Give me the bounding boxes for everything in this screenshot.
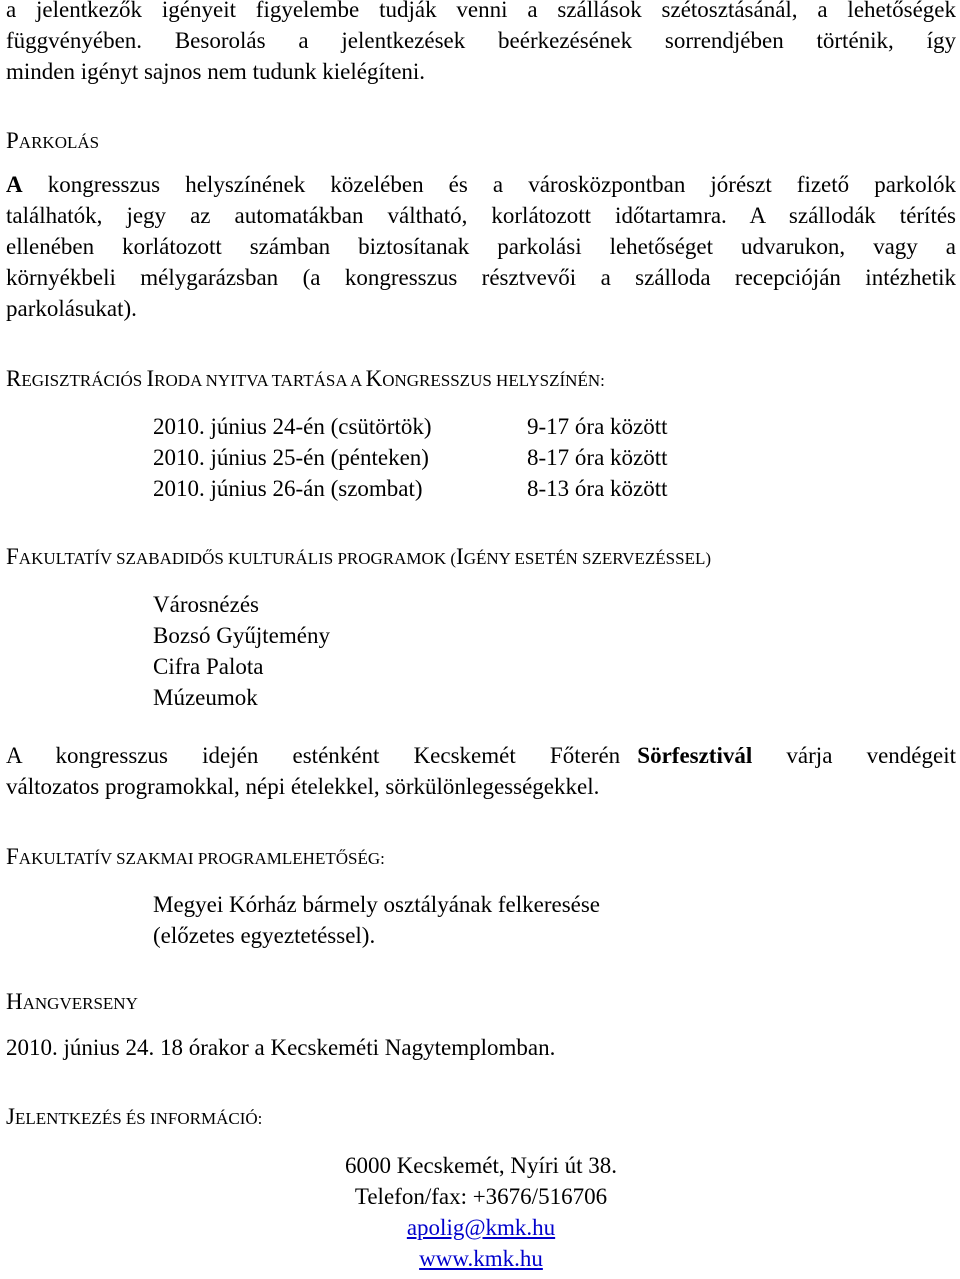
parking-heading — [6, 125, 99, 158]
contact-email-link[interactable]: apolig@kmk.hu — [406, 1215, 556, 1240]
beer-text: A kongresszus idején esténként Kecskemét Főterén — [6, 743, 638, 768]
parking-line-1-text: kongresszus helyszínének közelében és a városközpontban jórészt fizető parkolók — [22, 172, 956, 197]
list-item: Bozsó Gyűjtemény — [153, 623, 330, 648]
beer-festival-name: Sörfesztivál — [637, 743, 753, 768]
parking-line-4: környékbeli mélygarázsban (a kongresszus résztvevői a szálloda recepcióján intézhetik — [6, 265, 956, 290]
heading-cap: P — [6, 128, 19, 153]
contact-phone: Telefon/fax: +3676/516706 — [354, 1184, 608, 1209]
parking-line-5: parkolásukat). — [6, 296, 137, 321]
hours-time: 8-13 óra között — [527, 476, 668, 501]
heading-rest: GÉNY ESETÉN SZERVEZÉSSEL) — [463, 549, 712, 568]
heading-rest: AKULTATÍV SZAKMAI PROGRAMLEHETŐSÉG: — [18, 849, 385, 868]
hours-date: 2010. június 26-án (szombat) — [153, 476, 423, 501]
hours-time: 8-17 óra között — [527, 445, 668, 470]
cultural-heading — [6, 541, 711, 574]
heading-cap: K — [365, 366, 383, 391]
heading-rest: AKULTATÍV SZABADIDŐS KULTURÁLIS PROGRAMOK ( — [18, 549, 457, 568]
contact-web-link[interactable]: www.kmk.hu — [419, 1246, 543, 1271]
heading-cap: I — [146, 366, 155, 391]
heading-rest: RODA NYITVA TARTÁSA A — [154, 371, 366, 390]
contact-email-wrap — [256, 1212, 706, 1243]
beer-festival-line-1 — [6, 743, 956, 769]
beer-festival-line-2: változatos programokkal, népi ételekkel, sörkülönlegességekkel. — [6, 774, 600, 799]
parking-lead: A — [6, 172, 23, 197]
heading-rest: ELENTKEZÉS ÉS INFORMÁCIÓ: — [14, 1109, 263, 1128]
heading-rest: EGISZTRÁCIÓS — [21, 371, 147, 390]
contact-address: 6000 Kecskemét, Nyíri út 38. — [344, 1153, 618, 1178]
heading-cap: H — [6, 989, 23, 1014]
registration-heading — [6, 363, 605, 396]
list-item: Városnézés — [153, 592, 260, 617]
contact-heading — [6, 1101, 262, 1134]
professional-line-2: (előzetes egyeztetéssel). — [153, 923, 376, 948]
hours-row — [153, 411, 853, 442]
parking-line-3: ellenében korlátozott számban biztosítanak parkolási lehetőséget udvarukon, vagy a — [6, 234, 956, 259]
hours-row — [153, 473, 853, 504]
concert-heading — [6, 986, 138, 1019]
parking-line-2: találhatók, jegy az automatákban váltható, korlátozott időtartamra. A szállodák térítés — [6, 203, 956, 228]
parking-line-1 — [6, 172, 956, 198]
concert-text: 2010. június 24. 18 órakor a Kecskeméti Nagytemplomban. — [6, 1035, 556, 1060]
heading-rest: ARKOLÁS — [18, 133, 100, 152]
heading-cap: J — [6, 1104, 15, 1129]
heading-cap: F — [6, 844, 19, 869]
heading-rest: ONGRESSZUS HELYSZÍNÉN: — [382, 371, 605, 390]
hours-row — [153, 442, 853, 473]
intro-line-3: minden igényt sajnos nem tudunk kielégíteni. — [6, 59, 426, 84]
heading-cap: F — [6, 544, 19, 569]
intro-line-2: függvényében. Besorolás a jelentkezések beérkezésének sorrendjében történik, így — [6, 28, 956, 53]
professional-heading — [6, 841, 385, 874]
hours-date: 2010. június 24-én (csütörtök) — [153, 414, 432, 439]
list-item: Cifra Palota — [153, 654, 264, 679]
heading-cap: I — [456, 544, 464, 569]
professional-line-1: Megyei Kórház bármely osztályának felkeresése — [153, 892, 601, 917]
heading-cap: R — [6, 366, 22, 391]
intro-line-1: a jelentkezők igényeit figyelembe tudják venni a szállások szétosztásánál, a lehetőségek — [6, 0, 956, 22]
heading-rest: ANGVERSENY — [22, 994, 138, 1013]
beer-text: várja vendégeit — [752, 743, 956, 768]
contact-web-wrap — [256, 1243, 706, 1274]
list-item: Múzeumok — [153, 685, 258, 710]
hours-time: 9-17 óra között — [527, 414, 668, 439]
hours-date: 2010. június 25-én (pénteken) — [153, 445, 429, 470]
